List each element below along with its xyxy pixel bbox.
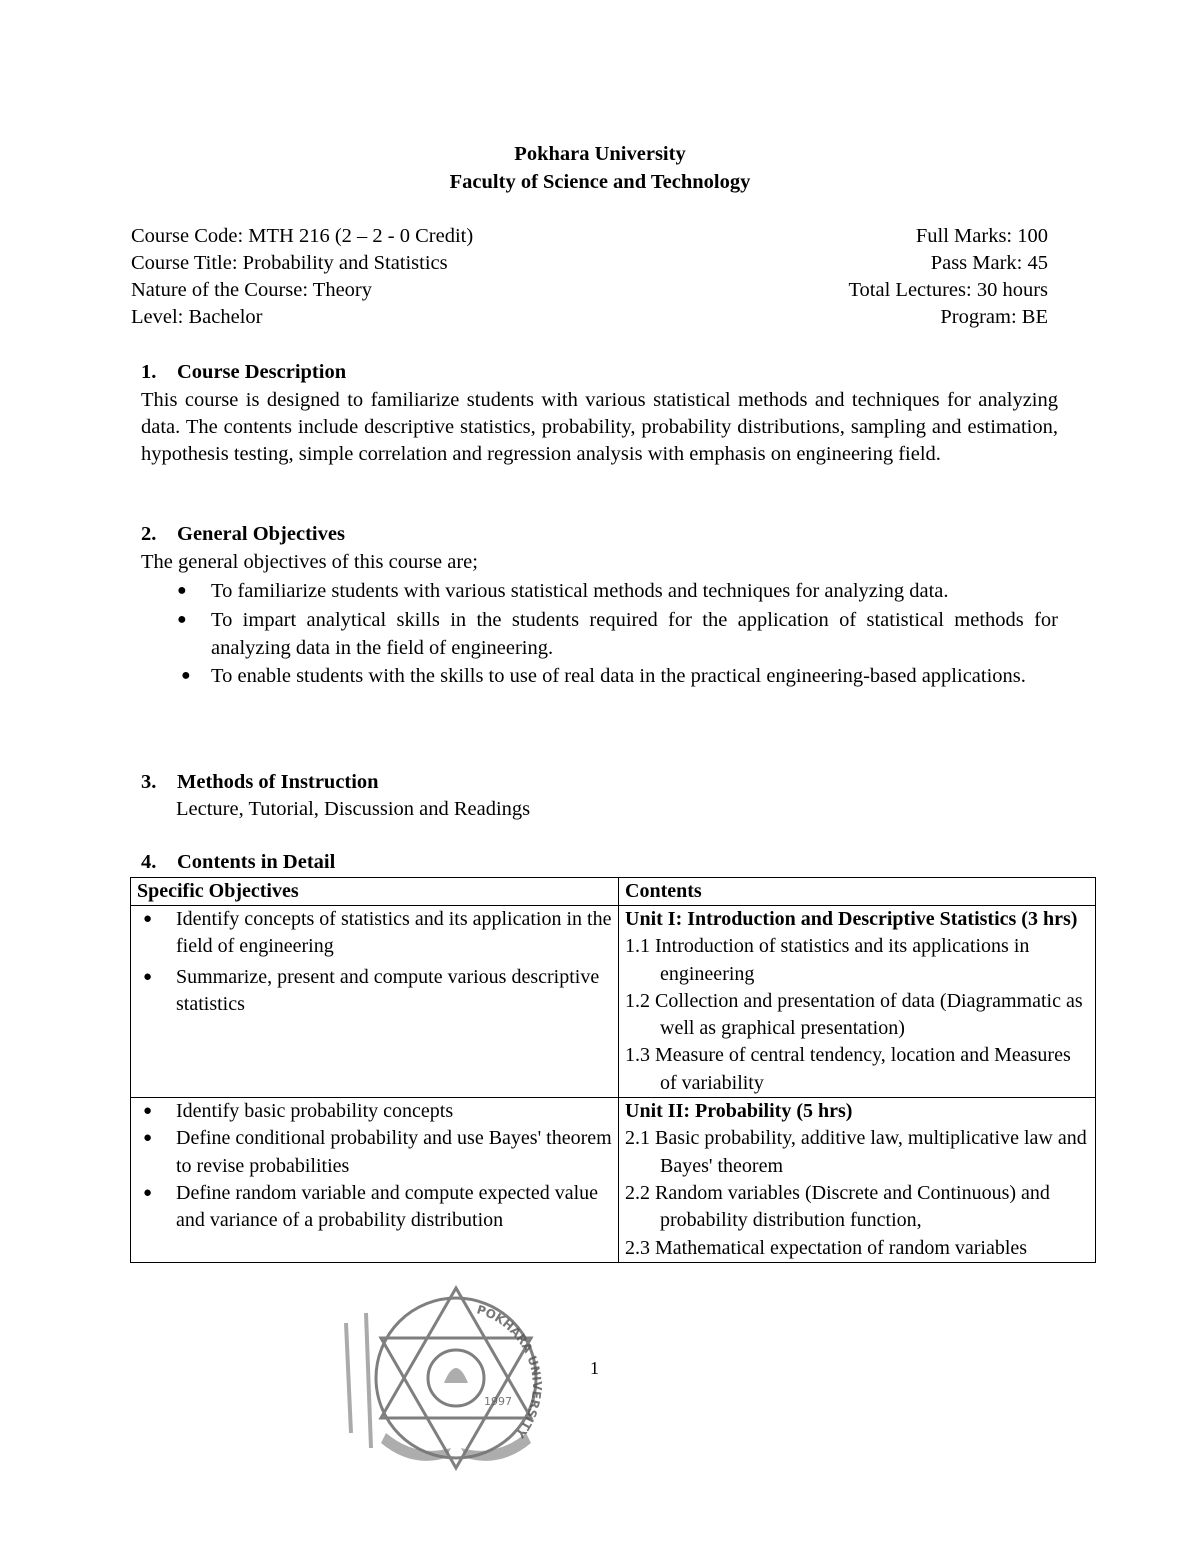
section-4-number: 4. [141, 851, 157, 873]
topic-item: 1.1 Introduction of statistics and its applications in engineering [625, 935, 1030, 985]
list-item: ● Identify concepts of statistics and its application in the field of engineering [143, 908, 612, 958]
list-item: ● To impart analytical skills in the students required for the application of statistical methods for analyzing data in the field of engineering. [141, 606, 1058, 662]
list-item: ● Define conditional probability and use Bayes' theorem to revise probabilities [143, 1127, 612, 1177]
bullet-icon: ● [181, 667, 191, 684]
section-1-number: 1. [141, 361, 157, 383]
list-item: ● To enable students with the skills to use of real data in the practical engineering-based applications. [141, 662, 1058, 690]
section-3-heading [141, 771, 379, 794]
course-nature: Nature of the Course: Theory [131, 279, 372, 301]
section-4-title: Contents in Detail [177, 851, 336, 873]
section-3-title: Methods of Instruction [177, 771, 379, 793]
section-3-number: 3. [141, 771, 157, 793]
contents-table [130, 877, 1096, 1263]
list-item: ● To familiarize students with various statistical methods and techniques for analyzing data. [141, 577, 1058, 605]
course-description-text: This course is designed to familiarize students with various statistical methods and techniques for analyzing data. The contents include descriptive statistics, probability, probability distributions, sampling and estimation, hypothesis testing, simple correlation and regression analysis with emphasis on engineering field. [141, 389, 1058, 465]
table-row [131, 906, 1096, 1098]
section-2-number: 2. [141, 523, 157, 545]
section-1-title: Course Description [177, 361, 347, 383]
list-item: ● Identify basic probability concepts [137, 1098, 612, 1125]
bullet-icon: ● [143, 1184, 153, 1201]
bullet-icon: ● [177, 611, 187, 628]
topic-item: 1.2 Collection and presentation of data (Diagrammatic as well as graphical presentation) [625, 989, 1083, 1040]
course-code: Course Code: MTH 216 (2 – 2 - 0 Credit) [131, 225, 474, 247]
pass-mark: Pass Mark: 45 [930, 252, 1048, 274]
unit-title: Unit I: Introduction and Descriptive Statistics (3 hrs) [625, 908, 1078, 930]
section-2-heading [141, 523, 345, 546]
general-objectives-intro: The general objectives of this course are; [141, 551, 478, 573]
full-marks: Full Marks: 100 [915, 225, 1048, 247]
bullet-icon: ● [177, 582, 187, 599]
contents-cell [619, 1098, 1096, 1263]
course-title: Course Title: Probability and Statistics [131, 252, 448, 274]
bullet-icon: ● [143, 1130, 153, 1147]
objectives-list [137, 906, 612, 1018]
topic-item: 2.2 Random variables (Discrete and Continuous) and probability distribution function, [625, 1181, 1050, 1232]
total-lectures: Total Lectures: 30 hours [848, 279, 1048, 301]
general-objectives-list [141, 577, 1058, 690]
header-specific-objectives: Specific Objectives [131, 878, 619, 906]
objectives-cell [131, 906, 619, 1098]
unit-title: Unit II: Probability (5 hrs) [625, 1100, 853, 1123]
bullet-icon: ● [143, 968, 153, 985]
table-row [131, 1098, 1096, 1263]
meta-row-2 [131, 252, 1048, 279]
university-seal-stamp [326, 1283, 556, 1473]
topic-item: 2.1 Basic probability, additive law, multiplicative law and Bayes' theorem [625, 1127, 1087, 1177]
contents-cell [619, 906, 1096, 1098]
meta-row-1 [131, 225, 1048, 252]
list-item: ● Define random variable and compute expected value and variance of a probability distribution [143, 1181, 599, 1232]
topic-item: 2.3 Mathematical expectation of random variables [625, 1236, 1028, 1259]
topic-item: 1.3 Measure of central tendency, location and Measures of variability [625, 1044, 1071, 1094]
methods-of-instruction-text: Lecture, Tutorial, Discussion and Readings [176, 798, 531, 820]
list-item: ● Summarize, present and compute various descriptive statistics [143, 965, 600, 1015]
objectives-list [137, 1098, 612, 1234]
section-2-title: General Objectives [177, 523, 345, 545]
meta-row-4 [131, 306, 1048, 333]
course-level: Level: Bachelor [131, 306, 263, 328]
bullet-icon: ● [143, 911, 153, 927]
university-title: Pokhara University [514, 143, 686, 165]
objectives-cell [131, 1098, 619, 1263]
section-4-heading [141, 851, 335, 874]
section-1-heading [141, 361, 346, 384]
seal-year: 1997 [484, 1395, 512, 1408]
page-number: 1 [590, 1358, 599, 1378]
faculty-title: Faculty of Science and Technology [449, 171, 751, 193]
header-contents: Contents [619, 878, 1096, 906]
bullet-icon: ● [143, 1103, 153, 1120]
seal-text: POKHARA UNIVERSITY [475, 1302, 544, 1441]
table-header-row [131, 878, 1096, 906]
program: Program: BE [940, 306, 1048, 328]
meta-row-3 [131, 279, 1048, 306]
